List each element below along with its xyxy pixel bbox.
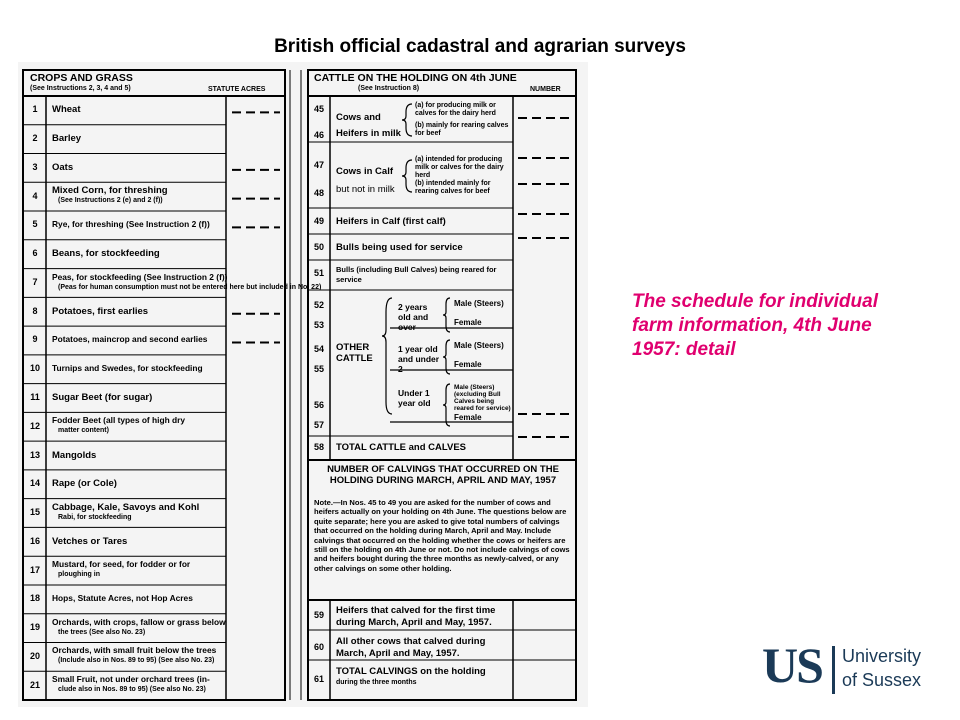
row-number: 1 (32, 104, 38, 115)
row-label: TOTAL CATTLE and CALVES (336, 442, 467, 453)
row-label: TOTAL CALVINGS on the holding (336, 666, 486, 677)
crops-subheading: (See Instructions 2, 3, 4 and 5) (30, 85, 131, 92)
row-number: 45 (313, 104, 324, 114)
sex-label: Female (454, 413, 482, 422)
row-number: 13 (29, 449, 40, 460)
row-label: Barley (52, 133, 82, 145)
row-sublabel: (See Instructions 2 (e) and 2 (f)) (58, 197, 163, 205)
row-number: 15 (29, 507, 40, 518)
row-label: Bulls being used for service (336, 242, 463, 253)
row-number: 20 (29, 650, 40, 661)
row-label: Heifers that calved for the first time (336, 605, 496, 616)
row-number: 56 (313, 400, 324, 410)
logo-line-2: of Sussex (842, 670, 922, 690)
row-number: 4 (32, 190, 38, 201)
age-group: Under 1 year old (398, 388, 431, 408)
row-label: Potatoes, maincrop and second earlies (52, 334, 208, 345)
row-label: Bulls (including Bull Calves) being reared for (336, 265, 497, 274)
other-cattle-label: CATTLE (336, 353, 373, 364)
university-logo (762, 637, 932, 700)
calvings-note: Note.—In Nos. 45 to 49 you are asked for the number of cows and heifers actually on your holding on 4th June. The questions below are quite separate; here you are asked to give total numbers of calvings that occurred on the holding during March, April and May. Include calvings that occurred on the holding whether the cows or heifers are still on the holding on 4th June or not. Do not include calvings of cows and heifers bought during the three months as newly-calved, or any other calvings on some other holding. (314, 498, 570, 573)
age-group: 2 years old and over (398, 302, 429, 332)
sex-label: Female (454, 318, 482, 327)
row-label: Rape (or Cole) (52, 478, 117, 490)
row-number: 10 (29, 363, 40, 374)
row-label: Cabbage, Kale, Savoys and Kohl (52, 501, 200, 513)
row-label: Heifers in milk (336, 128, 401, 139)
row-number: 61 (313, 674, 324, 684)
row-number: 16 (29, 535, 40, 546)
row-number: 48 (313, 188, 324, 198)
row-number: 52 (313, 300, 324, 310)
row-number: 47 (313, 160, 324, 170)
row-number: 59 (313, 610, 324, 620)
row-label: Orchards, with crops, fallow or grass below (52, 616, 226, 627)
calvings-heading: NUMBER OF CALVINGS THAT OCCURRED ON THE HOLDING DURING MARCH, APRIL AND MAY, 1957 (327, 464, 559, 486)
row-sublabel: (a) for producing milk or calves for the dairy herd (415, 102, 496, 117)
row-label: Potatoes, first earlies (52, 305, 149, 317)
row-sublabel: (a) intended for producing milk or calves for the dairy herd (415, 156, 504, 179)
row-label: Wheat (52, 104, 81, 116)
row-number: 55 (313, 364, 324, 374)
row-label: Mixed Corn, for threshing (52, 185, 168, 197)
row-number: 9 (32, 334, 38, 345)
crops-heading: CROPS AND GRASS (30, 72, 133, 84)
row-label: Mangolds (52, 449, 97, 461)
row-number: 51 (313, 268, 324, 278)
row-number: 2 (32, 133, 38, 144)
row-sublabel: (Include also in Nos. 89 to 95) (See also No. 23) (58, 657, 215, 665)
row-number: 3 (32, 161, 38, 172)
row-label: Fodder Beet (all types of high dry (52, 415, 186, 426)
row-sublabel: Rabi, for stockfeeding (58, 513, 132, 521)
row-number: 54 (313, 344, 324, 354)
row-label: but not in milk (336, 184, 395, 195)
sex-label: Male (Steers) (excluding Bull Calves being reared for service) (454, 384, 511, 412)
row-number: 14 (29, 478, 40, 489)
row-label: Sugar Beet (for sugar) (52, 392, 153, 403)
row-label: Cows and (336, 112, 381, 123)
row-number: 19 (29, 622, 40, 633)
row-sublabel: matter content) (58, 427, 109, 435)
row-label: Mustard, for seed, for fodder or for (52, 559, 191, 570)
row-label: Small Fruit, not under orchard trees (in- (52, 674, 210, 685)
row-label: Vetches or Tares (52, 535, 128, 547)
row-sublabel: the trees (See also No. 23) (58, 628, 146, 636)
cattle-subheading: (See Instruction 8) (358, 85, 420, 92)
row-number: 21 (29, 679, 40, 690)
statute-acres-label: STATUTE ACRES (208, 86, 266, 93)
census-form-scan (18, 62, 588, 707)
row-number: 50 (313, 242, 324, 252)
row-label: Heifers in Calf (first calf) (336, 216, 446, 227)
row-label: Beans, for stockfeeding (52, 248, 160, 260)
row-number: 8 (32, 305, 38, 316)
caption: The schedule for individual farm information, 4th June 1957: detail (632, 291, 878, 360)
row-label: Rye, for threshing (See Instruction 2 (f)) (52, 219, 210, 230)
row-number: 11 (30, 392, 40, 402)
row-sublabel: ploughing in (58, 571, 100, 579)
row-number: 57 (313, 420, 324, 430)
row-label: Hops, Statute Acres, not Hop Acres (52, 593, 193, 604)
row-sublabel: during March, April and May, 1957. (336, 617, 492, 628)
cattle-heading: CATTLE ON THE HOLDING ON 4th JUNE (314, 72, 517, 84)
row-sublabel: (b) mainly for rearing calves for beef (415, 122, 509, 137)
row-number: 49 (313, 216, 324, 226)
row-number: 46 (313, 130, 324, 140)
row-number: 6 (32, 248, 38, 259)
row-label: Peas, for stockfeeding (See Instruction 2 (f)) (52, 271, 228, 282)
age-group: 1 year old and under 2 (398, 344, 440, 374)
row-number: 58 (313, 442, 324, 452)
row-label: Turnips and Swedes, for stockfeeding (52, 363, 203, 374)
sex-label: Female (454, 360, 482, 369)
logo-mark: US (762, 637, 822, 693)
number-label: NUMBER (530, 86, 561, 93)
row-label: Oats (52, 161, 74, 173)
slide-title: British official cadastral and agrarian surveys (274, 36, 686, 57)
row-sublabel: clude also in Nos. 89 to 95) (See also No. 23) (58, 686, 206, 694)
row-label: Orchards, with small fruit below the trees (52, 645, 217, 656)
row-number: 17 (29, 564, 40, 575)
row-number: 18 (29, 593, 40, 604)
logo-divider (832, 646, 835, 694)
row-number: 5 (32, 219, 38, 230)
row-number: 53 (313, 320, 324, 330)
sex-label: Male (Steers) (454, 341, 504, 350)
sex-label: Male (Steers) (454, 299, 504, 308)
row-sublabel: during the three months (336, 679, 417, 686)
logo-line-1: University (842, 646, 922, 666)
row-number: 7 (32, 276, 38, 287)
row-sublabel: (Peas for human consumption must not be entered here but included in No. 22) (58, 283, 322, 291)
row-number: 12 (29, 420, 40, 431)
row-sublabel: (b) intended mainly for rearing calves for beef (415, 180, 491, 195)
other-cattle-label: OTHER (336, 342, 370, 353)
row-label: Cows in Calf (336, 166, 394, 177)
row-sublabel: March, April and May, 1957. (336, 648, 460, 659)
row-label: All other cows that calved during (336, 636, 486, 647)
row-sublabel: service (336, 275, 362, 284)
row-number: 60 (313, 642, 324, 652)
